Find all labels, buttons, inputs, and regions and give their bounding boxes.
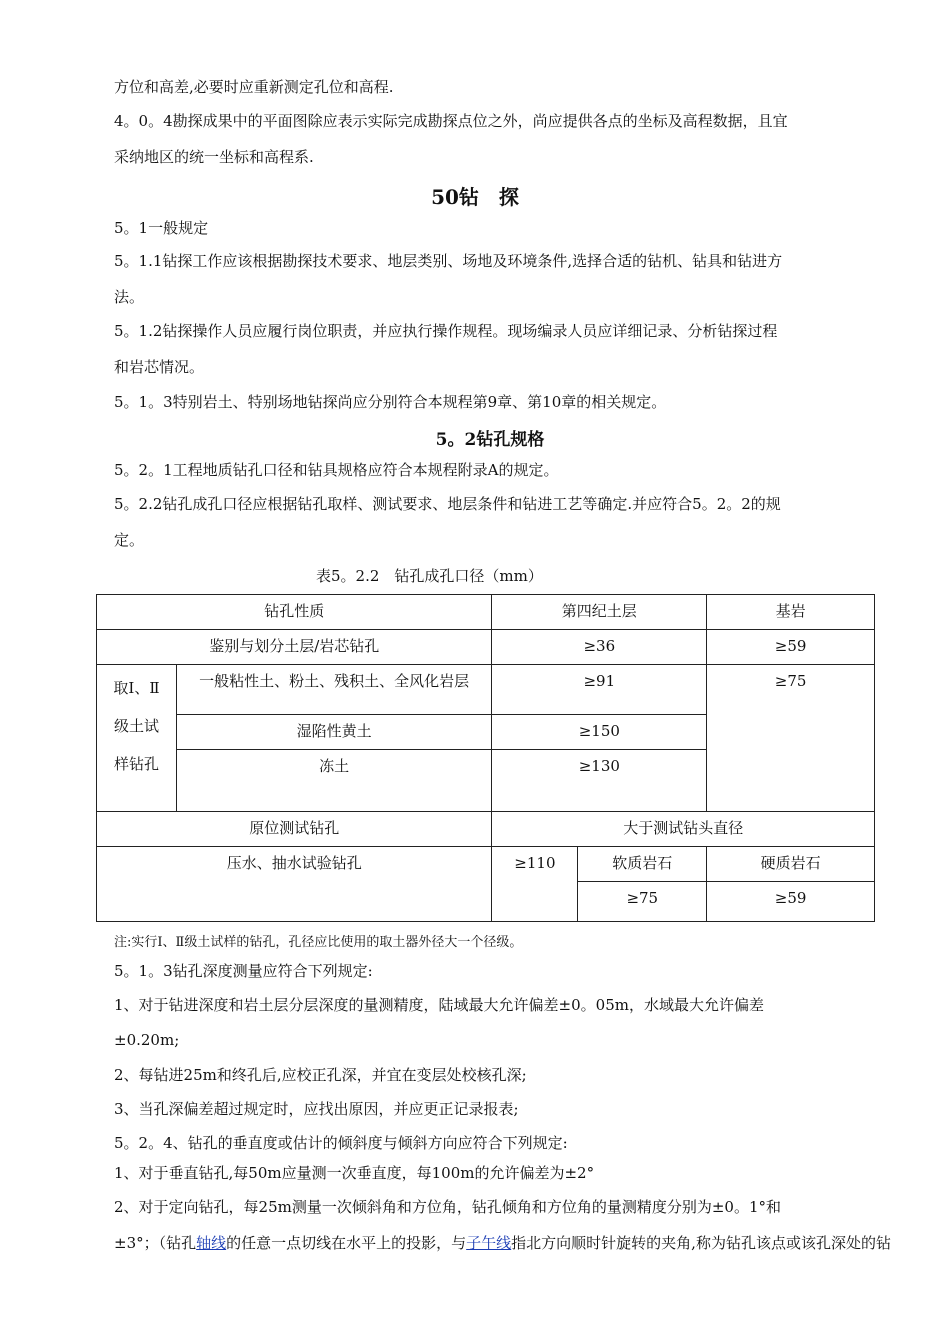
section-heading: 5。1一般规定: [114, 219, 209, 237]
paragraph: 5。1。3钻孔深度测量应符合下列规定:: [114, 962, 373, 980]
paragraph: 和岩芯情况。: [114, 358, 205, 376]
paragraph: 3、当孔深偏差超过规定时，应找出原因，并应更正记录报表;: [114, 1100, 519, 1118]
section-heading-bold: 5。2钻孔规格: [435, 430, 545, 450]
table-cell: ≥75: [578, 882, 707, 922]
paragraph: 5。2。1工程地质钻孔口径和钻具规格应符合本规程附录A的规定。: [114, 461, 559, 479]
table-cell: 原位测试钻孔: [97, 812, 492, 847]
table-cell: 鉴别与划分土层/岩芯钻孔: [97, 630, 492, 665]
table-row: [97, 665, 875, 715]
text-run: 的任意一点切线在水平上的投影，与: [226, 1234, 467, 1252]
paragraph: 5。2.2钻孔成孔口径应根据钻孔取样、测试要求、地层条件和钻进工艺等确定.并应符合5。2。2的规: [114, 495, 781, 513]
paragraph: ±0.20m;: [114, 1031, 180, 1049]
paragraph: 2、每钻进25m和终孔后,应校正孔深，并宜在变层处校核孔深;: [114, 1066, 527, 1084]
axis-link[interactable]: 轴线: [196, 1234, 227, 1252]
table-caption: 表5。2.2 钻孔成孔口径（mm）: [316, 567, 543, 585]
paragraph: 5。2。4、钻孔的垂直度或估计的倾斜度与倾斜方向应符合下列规定:: [114, 1134, 568, 1152]
table-row: [97, 630, 875, 665]
table-row: [97, 812, 875, 847]
table-cell: 冻土: [176, 750, 492, 812]
paragraph: 定。: [114, 531, 145, 549]
table-row: [97, 847, 875, 882]
table-cell: 基岩: [707, 595, 875, 630]
table-cell: 第四纪土层: [492, 595, 707, 630]
paragraph: 1、对于垂直钻孔,每50m应量测一次垂直度，每100m的允许偏差为±2°: [114, 1164, 595, 1182]
table-header-row: [97, 595, 875, 630]
table-cell: ≥110: [492, 847, 578, 922]
table-cell: ≥91: [492, 665, 707, 715]
meridian-link[interactable]: 子午线: [466, 1234, 512, 1252]
paragraph: [114, 1233, 891, 1253]
paragraph: 5。1.1钻探工作应该根据勘探技术要求、地层类别、场地及环境条件,选择合适的钻机、钻具和钻进方: [114, 252, 783, 270]
table-cell-group-label: 取Ⅰ、Ⅱ级土试样钻孔: [97, 665, 177, 812]
table-cell: ≥59: [707, 630, 875, 665]
table-cell: 钻孔性质: [97, 595, 492, 630]
table-cell: 软质岩石: [578, 847, 707, 882]
text-run: 指北方向顺时针旋转的夹角,称为钻孔该点或该孔深处的钻: [511, 1234, 891, 1252]
chapter-heading: 50钻 探: [431, 185, 519, 209]
paragraph: 法。: [114, 288, 145, 306]
paragraph: 1、对于钻进深度和岩土层分层深度的量测精度，陆域最大允许偏差±0。05m，水域最大允许偏差: [114, 996, 764, 1014]
paragraph: 采纳地区的统一坐标和高程系.: [114, 148, 314, 166]
borehole-diameter-table: [96, 594, 875, 922]
paragraph: 5。1。3特别岩土、特别场地钻探尚应分别符合本规程第9章、第10章的相关规定。: [114, 393, 667, 411]
table-cell: 硬质岩石: [707, 847, 875, 882]
table-cell: ≥75: [707, 665, 875, 812]
table-cell: 一般粘性土、粉土、残积土、全风化岩层: [176, 665, 492, 715]
table-cell: ≥150: [492, 715, 707, 750]
paragraph: 2、对于定向钻孔，每25m测量一次倾斜角和方位角，钻孔倾角和方位角的量测精度分别为±0。1°和: [114, 1198, 782, 1216]
paragraph: 4。0。4勘探成果中的平面图除应表示实际完成勘探点位之外，尚应提供各点的坐标及高程数据，且宜: [114, 112, 788, 130]
table-cell: 压水、抽水试验钻孔: [97, 847, 492, 922]
table-cell: ≥130: [492, 750, 707, 812]
paragraph: 5。1.2钻探操作人员应履行岗位职责，并应执行操作规程。现场编录人员应详细记录、分析钻探过程: [114, 322, 778, 340]
table-cell: 湿陷性黄土: [176, 715, 492, 750]
text-run: ±3°；（钻孔: [114, 1234, 197, 1252]
table-cell: 大于测试钻头直径: [492, 812, 875, 847]
table-cell: ≥59: [707, 882, 875, 922]
paragraph: 方位和高差,必要时应重新测定孔位和高程.: [114, 78, 394, 96]
table-cell: ≥36: [492, 630, 707, 665]
table-note: 注:实行Ⅰ、Ⅱ级土试样的钻孔，孔径应比使用的取土器外径大一个径级。: [114, 935, 523, 950]
